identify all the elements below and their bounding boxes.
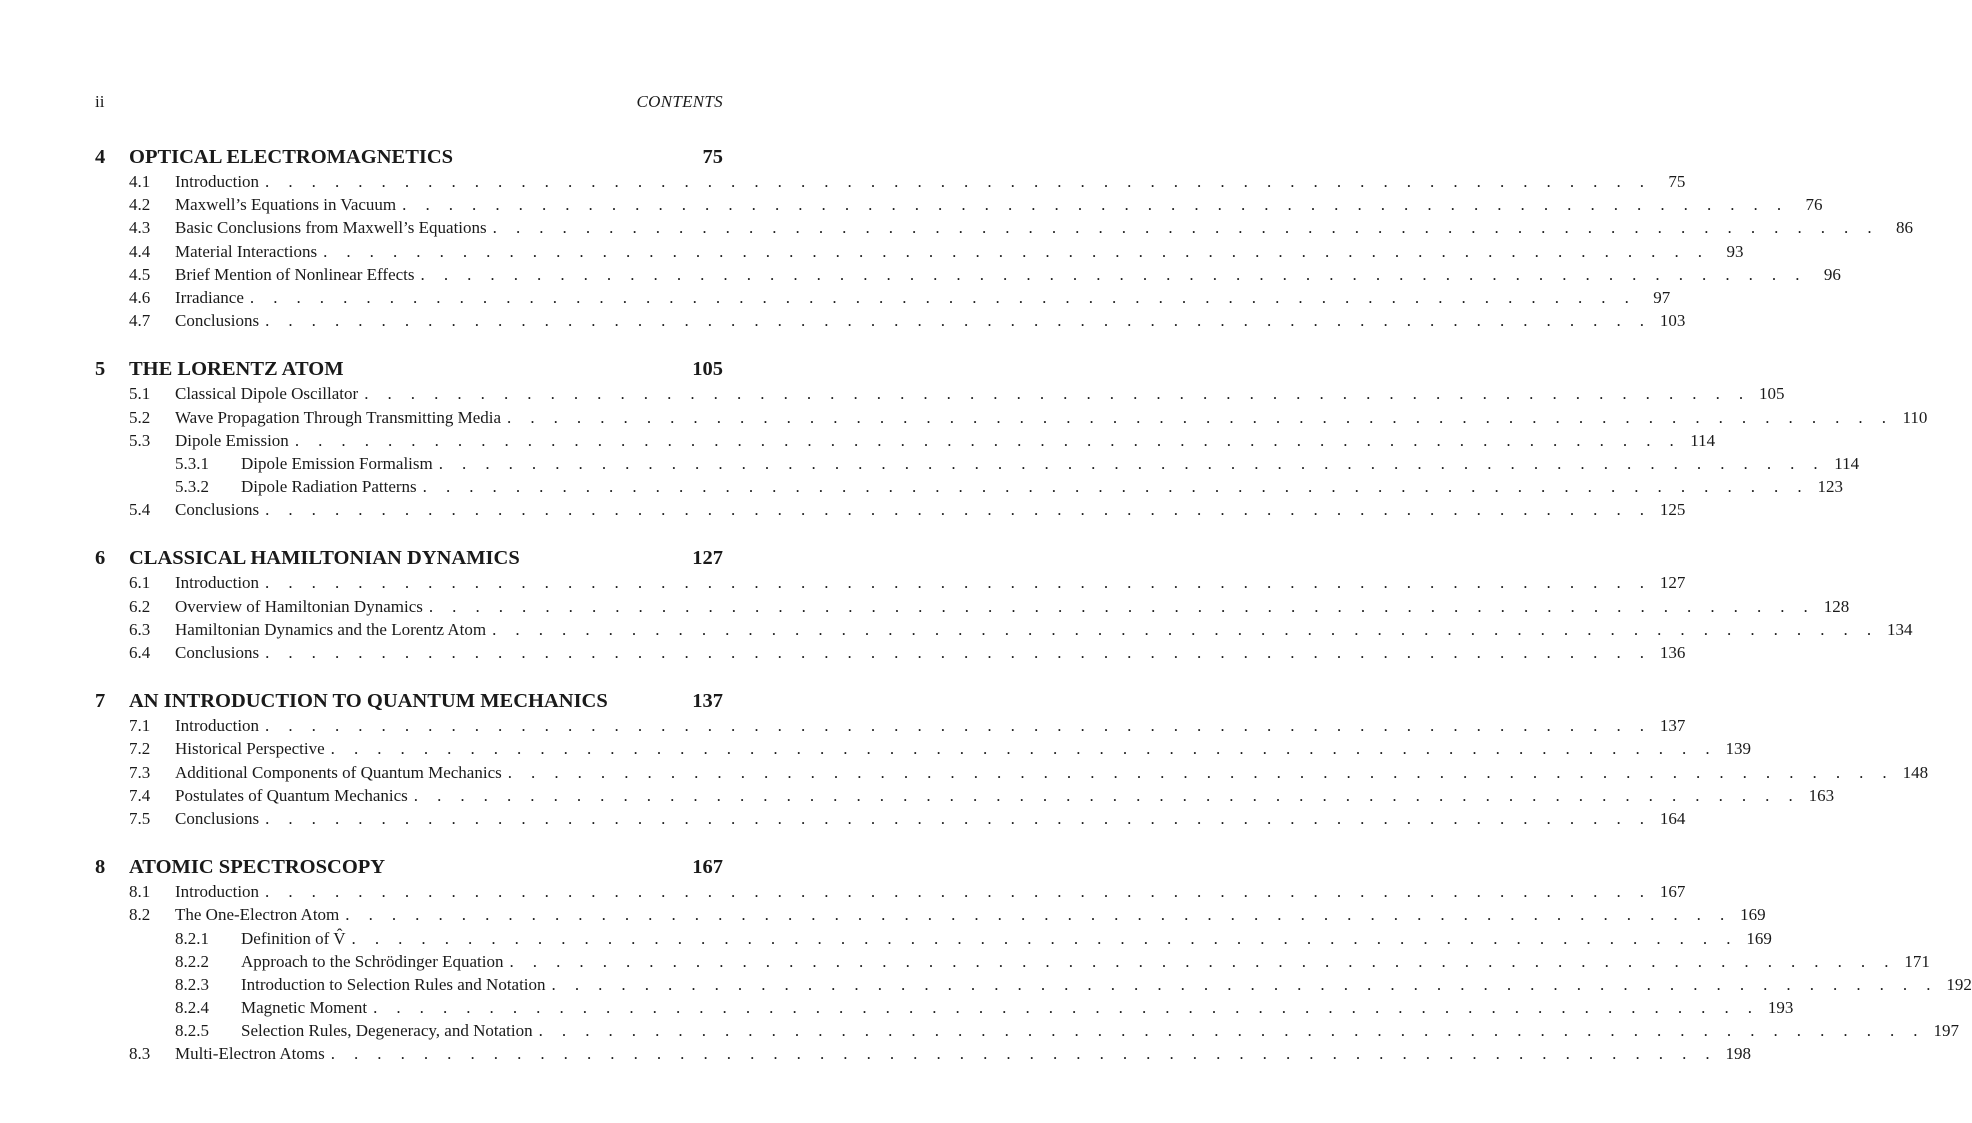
section-number: 8.2.5 [175, 1021, 209, 1041]
chapter-6 [95, 545, 1913, 664]
section-number: 7.4 [129, 785, 151, 805]
section-page-number: 86 [1896, 218, 1913, 238]
section-number: 4.4 [129, 241, 151, 261]
toc-section-entry[interactable] [95, 170, 1686, 193]
section-title: Introduction [175, 172, 260, 191]
section-page-number: 197 [1933, 1021, 1959, 1041]
section-title: Conclusions [175, 643, 260, 662]
section-page-number: 136 [1659, 643, 1686, 662]
dot-leader: . . . . . . . . . . . . . . . . . . . . . . . . . . . . . . . . . . . . . . . . . . . . . . . . . . . . . . . . . . . . [438, 453, 1826, 473]
dot-leader: . . . . . . . . . . . . . . . . . . . . . . . . . . . . . . . . . . . . . . . . . . . . . . . . . . . . . . . . . . . . [492, 619, 1879, 639]
dot-leader: . . . . . . . . . . . . . . . . . . . . . . . . . . . . . . . . . . . . . . . . . . . . . . . . . . . . . . . . . . . . [351, 928, 1738, 948]
section-title: Overview of Hamiltonian Dynamics [175, 596, 423, 616]
toc-section-entry[interactable] [95, 880, 1686, 903]
toc-subsection-entry[interactable] [95, 452, 1860, 475]
section-number: 5.1 [129, 384, 151, 404]
section-title: Dipole Radiation Patterns [241, 477, 417, 497]
section-page-number: 139 [1725, 739, 1752, 759]
chapter-page-number: 105 [692, 358, 723, 381]
dot-leader: . . . . . . . . . . . . . . . . . . . . . . . . . . . . . . . . . . . . . . . . . . . . . . . . . . . . . . . . . . . . [345, 905, 1732, 925]
section-page-number: 75 [1668, 172, 1686, 191]
toc-section-entry[interactable] [95, 807, 1686, 830]
dot-leader: . . . . . . . . . . . . . . . . . . . . . . . . . . . . . . . . . . . . . . . . . . . . . . . . . . . . . . . . . . . . [265, 716, 1652, 736]
section-number: 6.1 [129, 573, 151, 593]
section-number: 8.2.2 [175, 951, 209, 971]
toc-section-entry[interactable] [95, 216, 1913, 239]
chapter-title: OPTICAL ELECTROMAGNETICS [129, 146, 454, 168]
dot-leader: . . . . . . . . . . . . . . . . . . . . . . . . . . . . . . . . . . . . . . . . . . . . . . . . . . . . . . . . . . . . [492, 218, 1879, 238]
toc-section-entry[interactable] [95, 193, 1823, 216]
section-page-number: 167 [1659, 882, 1686, 902]
dot-leader: . . . . . . . . . . . . . . . . . . . . . . . . . . . . . . . . . . . . . . . . . . . . . . . . . . . . . . . . . . . . [507, 407, 1894, 427]
section-number: 5.4 [129, 500, 151, 520]
section-page-number: 123 [1817, 477, 1843, 497]
chapter-5 [95, 356, 1928, 521]
section-page-number: 128 [1823, 596, 1850, 616]
chapter-title: ATOMIC SPECTROSCOPY [129, 856, 386, 879]
section-title: Magnetic Moment [241, 998, 368, 1018]
chapter-page-number: 137 [692, 690, 723, 713]
toc-section-entry[interactable] [95, 618, 1913, 641]
chapter-page-number: 75 [702, 146, 723, 168]
section-title: Hamiltonian Dynamics and the Lorentz Atom [175, 619, 487, 639]
section-number: 5.2 [129, 407, 151, 427]
section-page-number: 198 [1725, 1044, 1752, 1064]
chapter-number: 7 [95, 690, 106, 713]
toc-section-entry[interactable] [95, 571, 1686, 594]
section-title: Brief Mention of Nonlinear Effects [175, 264, 415, 284]
toc-section-entry[interactable] [95, 429, 1716, 452]
section-number: 8.1 [129, 882, 151, 902]
section-page-number: 137 [1659, 716, 1686, 736]
chapter-title: AN INTRODUCTION TO QUANTUM MECHANICS [129, 690, 608, 713]
dot-leader: . . . . . . . . . . . . . . . . . . . . . . . . . . . . . . . . . . . . . . . . . . . . . . . . . . . . . . . . . . . . [323, 241, 1710, 261]
chapter-number: 5 [95, 358, 106, 381]
chapter-page-number: 127 [692, 547, 723, 570]
section-number: 7.2 [129, 739, 151, 759]
section-title: Dipole Emission Formalism [241, 453, 433, 473]
section-number: 4.2 [129, 195, 151, 215]
section-title: Introduction [175, 882, 260, 902]
toc-subsection-entry[interactable] [95, 1019, 1959, 1042]
section-number: 8.2.4 [175, 998, 209, 1018]
section-page-number: 134 [1886, 619, 1913, 639]
toc-section-entry[interactable] [95, 286, 1671, 309]
dot-leader: . . . . . . . . . . . . . . . . . . . . . . . . . . . . . . . . . . . . . . . . . . . . . . . . . . . . . . . . . . . . [265, 500, 1652, 520]
table-of-contents [95, 144, 1972, 1066]
dot-leader: . . . . . . . . . . . . . . . . . . . . . . . . . . . . . . . . . . . . . . . . . . . . . . . . . . . . . . . . . . . . [265, 882, 1652, 902]
section-number: 6.2 [129, 596, 151, 616]
section-page-number: 97 [1653, 287, 1671, 307]
section-number: 8.2.1 [175, 928, 209, 948]
section-number: 5.3.1 [175, 453, 209, 473]
dot-leader: . . . . . . . . . . . . . . . . . . . . . . . . . . . . . . . . . . . . . . . . . . . . . . . . . . . . . . . . . . . . [509, 951, 1896, 971]
dot-leader: . . . . . . . . . . . . . . . . . . . . . . . . . . . . . . . . . . . . . . . . . . . . . . . . . . . . . . . . . . . . [422, 477, 1809, 497]
section-title: Introduction [175, 716, 260, 736]
section-title: Classical Dipole Oscillator [175, 384, 359, 404]
toc-subsection-entry[interactable] [95, 950, 1930, 973]
toc-section-entry[interactable] [95, 903, 1766, 926]
section-number: 4.7 [129, 311, 151, 331]
chapter-heading[interactable] [95, 144, 723, 170]
toc-section-entry[interactable] [95, 382, 1785, 405]
toc-section-entry[interactable] [95, 595, 1850, 618]
section-title: Multi-Electron Atoms [175, 1044, 325, 1064]
section-title: Wave Propagation Through Transmitting Media [175, 407, 502, 427]
section-title: Definition of V̂ [241, 928, 346, 948]
dot-leader: . . . . . . . . . . . . . . . . . . . . . . . . . . . . . . . . . . . . . . . . . . . . . . . . . . . . . . . . . . . . [402, 195, 1789, 215]
dot-leader: . . . . . . . . . . . . . . . . . . . . . . . . . . . . . . . . . . . . . . . . . . . . . . . . . . . . . . . . . . . . [428, 596, 1816, 616]
section-page-number: 164 [1659, 808, 1686, 828]
page-number: ii [95, 92, 105, 111]
dot-leader: . . . . . . . . . . . . . . . . . . . . . . . . . . . . . . . . . . . . . . . . . . . . . . . . . . . . . . . . . . . . [507, 762, 1895, 782]
section-page-number: 171 [1904, 951, 1930, 971]
section-page-number: 193 [1767, 998, 1794, 1018]
toc-section-entry[interactable] [95, 761, 1929, 784]
section-number: 7.1 [129, 716, 151, 736]
section-number: 6.4 [129, 643, 151, 662]
section-title: Introduction [175, 573, 260, 593]
section-page-number: 169 [1740, 905, 1766, 925]
section-title: Irradiance [175, 287, 244, 307]
chapter-heading[interactable] [95, 688, 723, 714]
toc-section-entry[interactable] [95, 784, 1835, 807]
running-head [95, 92, 723, 116]
toc-section-entry[interactable] [95, 498, 1686, 521]
chapter-heading[interactable] [95, 545, 723, 571]
chapter-number: 6 [95, 547, 106, 570]
chapter-4 [95, 144, 1913, 332]
section-number: 4.6 [129, 287, 151, 307]
section-page-number: 103 [1659, 311, 1686, 331]
dot-leader: . . . . . . . . . . . . . . . . . . . . . . . . . . . . . . . . . . . . . . . . . . . . . . . . . . . . . . . . . . . . [265, 573, 1652, 593]
section-number: 7.3 [129, 762, 151, 782]
section-page-number: 192 [1946, 974, 1972, 994]
section-page-number: 105 [1759, 384, 1785, 404]
section-number: 5.3.2 [175, 477, 209, 497]
toc-subsection-entry[interactable] [95, 973, 1972, 996]
section-title: Dipole Emission [175, 430, 289, 450]
section-title: Postulates of Quantum Mechanics [175, 785, 408, 805]
section-title: Maxwell’s Equations in Vacuum [175, 195, 397, 215]
toc-section-entry[interactable] [95, 263, 1841, 286]
section-title: Conclusions [175, 808, 260, 828]
toc-section-entry[interactable] [95, 641, 1686, 664]
section-number: 8.2.3 [175, 974, 209, 994]
toc-section-entry[interactable] [95, 240, 1744, 263]
dot-leader: . . . . . . . . . . . . . . . . . . . . . . . . . . . . . . . . . . . . . . . . . . . . . . . . . . . . . . . . . . . . [265, 311, 1652, 331]
dot-leader: . . . . . . . . . . . . . . . . . . . . . . . . . . . . . . . . . . . . . . . . . . . . . . . . . . . . . . . . . . . . [413, 785, 1801, 805]
toc-subsection-entry[interactable] [95, 927, 1772, 950]
section-title: Selection Rules, Degeneracy, and Notation [241, 1021, 533, 1041]
dot-leader: . . . . . . . . . . . . . . . . . . . . . . . . . . . . . . . . . . . . . . . . . . . . . . . . . . . . . . . . . . . . [420, 264, 1807, 284]
toc-subsection-entry[interactable] [95, 475, 1843, 498]
section-title: Basic Conclusions from Maxwell’s Equations [175, 218, 487, 238]
dot-leader: . . . . . . . . . . . . . . . . . . . . . . . . . . . . . . . . . . . . . . . . . . . . . . . . . . . . . . . . . . . . [364, 384, 1751, 404]
dot-leader: . . . . . . . . . . . . . . . . . . . . . . . . . . . . . . . . . . . . . . . . . . . . . . . . . . . . . . . . . . . . [538, 1021, 1925, 1041]
running-title: CONTENTS [636, 92, 723, 111]
section-page-number: 127 [1659, 573, 1686, 593]
chapter-heading[interactable] [95, 356, 723, 382]
section-page-number: 110 [1902, 407, 1928, 427]
dot-leader: . . . . . . . . . . . . . . . . . . . . . . . . . . . . . . . . . . . . . . . . . . . . . . . . . . . . . . . . . . . . [265, 808, 1652, 828]
section-page-number: 114 [1834, 453, 1860, 473]
section-title: Additional Components of Quantum Mechanics [175, 762, 502, 782]
toc-section-entry[interactable] [95, 406, 1928, 429]
toc-section-entry[interactable] [95, 1042, 1752, 1065]
section-title: Approach to the Schrödinger Equation [241, 951, 504, 971]
section-number: 5.3 [129, 430, 151, 450]
dot-leader: . . . . . . . . . . . . . . . . . . . . . . . . . . . . . . . . . . . . . . . . . . . . . . . . . . . . . . . . . . . . [330, 739, 1718, 759]
section-page-number: 93 [1726, 241, 1744, 261]
dot-leader: . . . . . . . . . . . . . . . . . . . . . . . . . . . . . . . . . . . . . . . . . . . . . . . . . . . . . . . . . . . . [294, 430, 1682, 450]
dot-leader: . . . . . . . . . . . . . . . . . . . . . . . . . . . . . . . . . . . . . . . . . . . . . . . . . . . . . . . . . . . . [249, 287, 1637, 307]
section-title: Conclusions [175, 311, 260, 331]
section-page-number: 76 [1805, 195, 1823, 215]
section-title: Historical Perspective [175, 739, 325, 759]
chapter-heading[interactable] [95, 854, 723, 880]
section-page-number: 96 [1823, 264, 1841, 284]
section-page-number: 148 [1902, 762, 1929, 782]
section-number: 8.3 [129, 1044, 151, 1064]
section-page-number: 169 [1746, 928, 1772, 948]
chapter-title: THE LORENTZ ATOM [129, 358, 344, 381]
section-title: Conclusions [175, 500, 260, 520]
chapter-page-number: 167 [692, 856, 723, 879]
toc-subsection-entry[interactable] [95, 996, 1794, 1019]
section-number: 6.3 [129, 619, 151, 639]
chapter-8 [95, 854, 1972, 1066]
chapter-7 [95, 688, 1929, 830]
dot-leader: . . . . . . . . . . . . . . . . . . . . . . . . . . . . . . . . . . . . . . . . . . . . . . . . . . . . . . . . . . . . [551, 974, 1938, 994]
section-number: 4.3 [129, 218, 151, 238]
dot-leader: . . . . . . . . . . . . . . . . . . . . . . . . . . . . . . . . . . . . . . . . . . . . . . . . . . . . . . . . . . . . [265, 643, 1652, 662]
section-number: 7.5 [129, 808, 151, 828]
section-page-number: 125 [1659, 500, 1686, 520]
section-page-number: 114 [1690, 430, 1716, 450]
dot-leader: . . . . . . . . . . . . . . . . . . . . . . . . . . . . . . . . . . . . . . . . . . . . . . . . . . . . . . . . . . . . [330, 1044, 1718, 1064]
section-number: 4.1 [129, 172, 151, 191]
dot-leader: . . . . . . . . . . . . . . . . . . . . . . . . . . . . . . . . . . . . . . . . . . . . . . . . . . . . . . . . . . . . [373, 998, 1760, 1018]
chapter-number: 8 [95, 856, 106, 879]
section-page-number: 163 [1808, 785, 1835, 805]
toc-section-entry[interactable] [95, 737, 1752, 760]
section-number: 4.5 [129, 264, 151, 284]
chapter-number: 4 [95, 146, 106, 168]
section-number: 8.2 [129, 905, 151, 925]
chapter-title: CLASSICAL HAMILTONIAN DYNAMICS [129, 547, 520, 570]
dot-leader: . . . . . . . . . . . . . . . . . . . . . . . . . . . . . . . . . . . . . . . . . . . . . . . . . . . . . . . . . . . . [265, 172, 1652, 191]
toc-section-entry[interactable] [95, 309, 1686, 332]
section-title: The One-Electron Atom [175, 905, 340, 925]
section-title: Introduction to Selection Rules and Notation [241, 974, 546, 994]
section-title: Material Interactions [175, 241, 318, 261]
toc-section-entry[interactable] [95, 714, 1686, 737]
toc-page [95, 92, 1972, 1090]
